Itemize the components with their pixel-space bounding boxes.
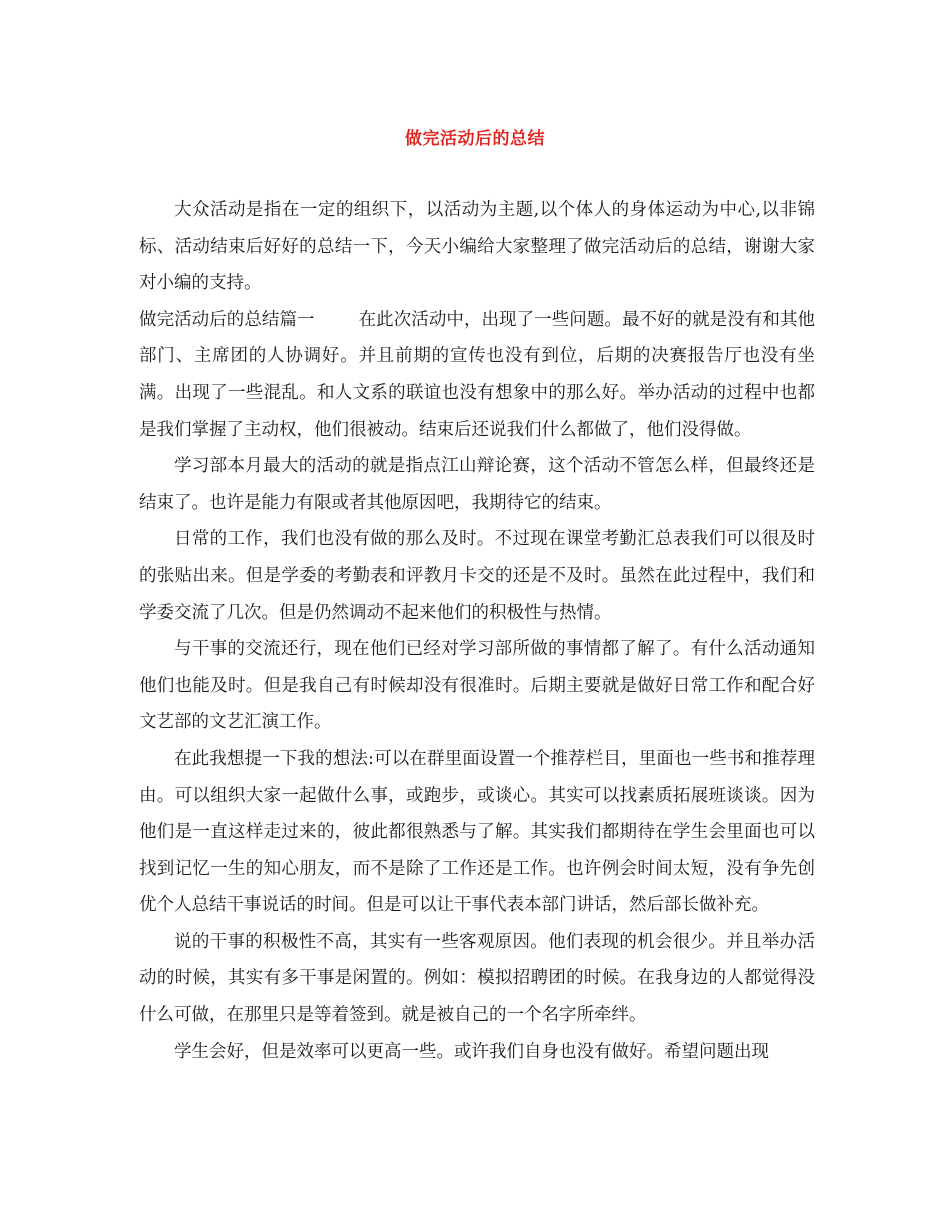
body-paragraph: 学生会好，但是效率可以更高一些。或许我们自身也没有做好。希望问题出现 bbox=[174, 1041, 769, 1062]
section-1-paragraph bbox=[139, 302, 815, 448]
body-paragraph: 日常的工作，我们也没有做的那么及时。不过现在课堂考勤汇总表我们可以很及时的张贴出来。但是学委的考勤表和评教月卡交的还是不及时。虽然在此过程中，我们和学委交流了几次。但是仍然调动不起来他们的积极性与热情。 bbox=[139, 529, 815, 623]
body-paragraph: 与干事的交流还行，现在他们已经对学习部所做的事情都了解了。有什么活动通知他们也能及时。但是我自己有时候却没有很准时。后期主要就是做好日常工作和配合好文艺部的文艺汇演工作。 bbox=[139, 639, 815, 733]
document-title: 做完活动后的总结 bbox=[405, 129, 545, 149]
intro-paragraph: 大众活动是指在一定的组织下，以活动为主题,以个体人的身体运动为中心,以非锦标、活动结束后好好的总结一下，今天小编给大家整理了做完活动后的总结，谢谢大家对小编的支持。 bbox=[139, 200, 815, 294]
body-paragraph: 学习部本月最大的活动的就是指点江山辩论赛，这个活动不管怎么样，但最终还是结束了。也许是能力有限或者其他原因吧，我期待它的结束。 bbox=[139, 456, 815, 513]
body-paragraph: 在此我想提一下我的想法:可以在群里面设置一个推荐栏目，里面也一些书和推荐理由。可以组织大家一起做什么事，或跑步，或谈心。其实可以找素质拓展班谈谈。因为他们是一直这样走过来的，彼此都很熟悉与了解。其实我们都期待在学生会里面也可以找到记忆一生的知心朋友，而不是除了工作还是工作。也许例会时间太短，没有争先创优个人总结干事说话的时间。但是可以让干事代表本部门讲话，然后部长做补充。 bbox=[139, 748, 815, 916]
document-body bbox=[139, 192, 815, 1070]
section-1-text: 在此次活动中，出现了一些问题。最不好的就是没有和其他部门、主席团的人协调好。并且前期的宣传也没有到位，后期的决赛报告厅也没有坐满。出现了一些混乱。和人文系的联谊也没有想象中的那么好。举办活动的过程中也都是我们掌握了主动权，他们很被动。结束后还说我们什么都做了，他们没得做。 bbox=[139, 309, 816, 440]
body-paragraph: 说的干事的积极性不高，其实有一些客观原因。他们表现的机会很少。并且举办活动的时候，其实有多干事是闲置的。例如：模拟招聘团的时候。在我身边的人都觉得没什么可做，在那里只是等着签到。就是被自己的一个名字所牵绊。 bbox=[139, 931, 815, 1026]
section-1-heading: 做完活动后的总结篇一 bbox=[139, 309, 315, 330]
